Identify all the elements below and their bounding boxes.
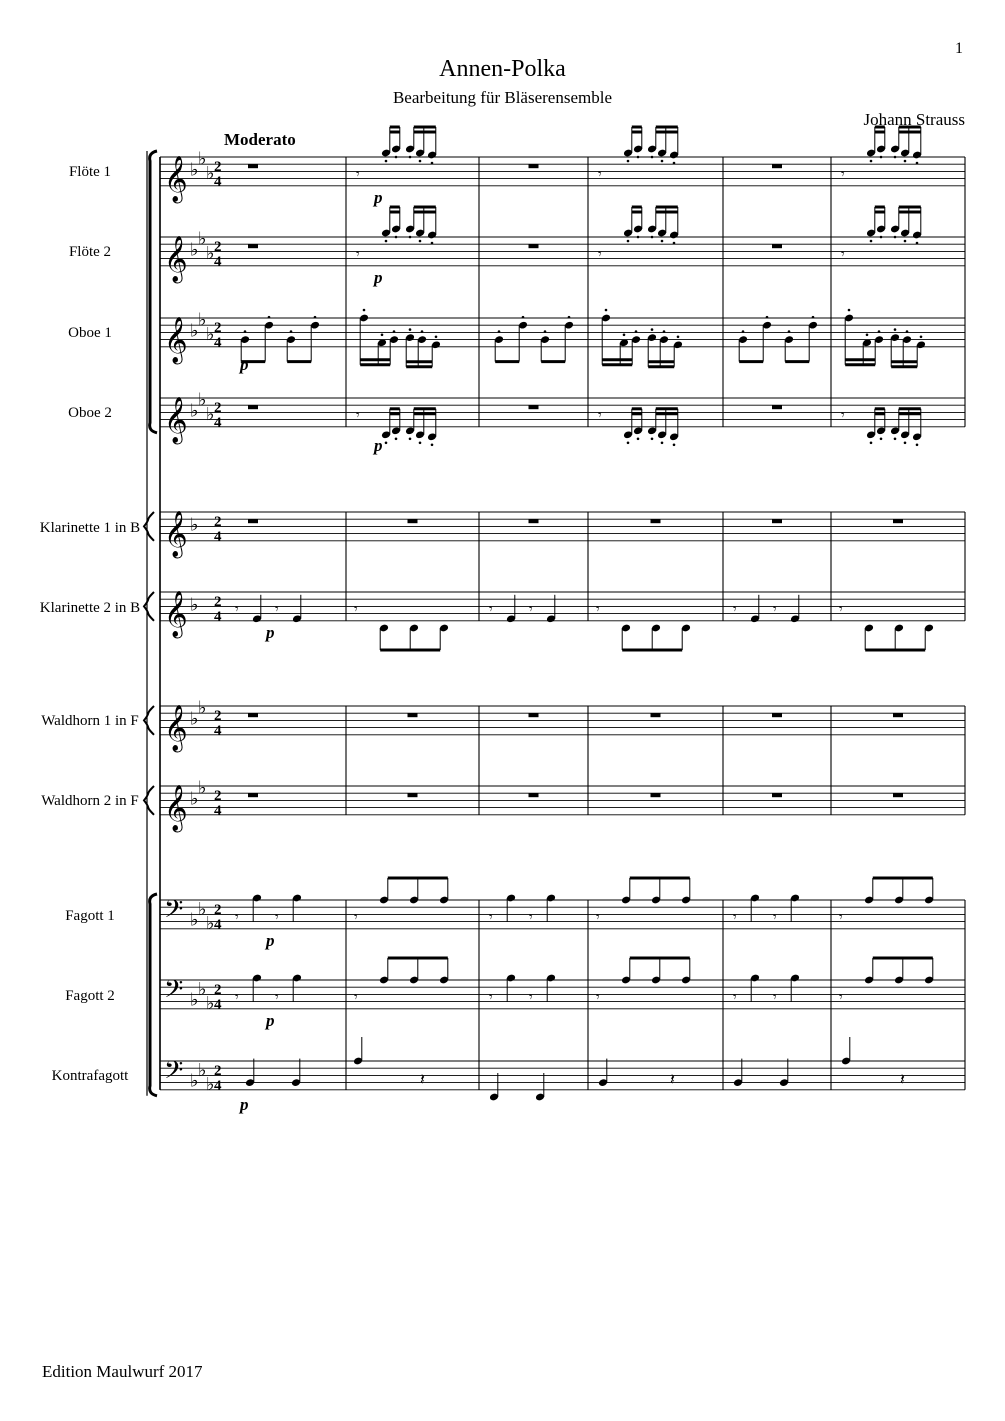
staccato-dot	[870, 240, 873, 243]
time-signature-numerator: 2	[214, 514, 222, 530]
staccato-dot	[395, 156, 398, 159]
staccato-dot	[522, 316, 525, 319]
whole-rest	[529, 793, 539, 797]
staccato-dot	[894, 438, 897, 441]
whole-rest	[772, 793, 782, 797]
treble-clef-icon: 𝄞	[164, 590, 188, 637]
staccato-dot	[244, 330, 247, 333]
staccato-dot	[419, 240, 422, 243]
staccato-dot	[395, 236, 398, 239]
staccato-dot	[363, 309, 366, 312]
dynamic-piano: p	[374, 268, 383, 287]
eighth-rest: 𝄾	[354, 601, 358, 618]
staccato-dot	[651, 438, 654, 441]
tempo-marking: Moderato	[224, 130, 296, 149]
staccato-dot	[635, 330, 638, 333]
whole-rest	[408, 519, 418, 523]
instrument-label-kontrafagott: Kontrafagott	[51, 1068, 129, 1084]
eighth-rest: 𝄾	[598, 166, 602, 183]
staccato-dot	[419, 442, 422, 445]
treble-clef-icon: 𝄞	[164, 704, 188, 751]
staccato-dot	[848, 309, 851, 312]
page-number: 1	[955, 40, 963, 57]
staccato-dot	[605, 309, 608, 312]
flat-sign: ♭	[190, 514, 199, 536]
staccato-dot	[627, 160, 630, 163]
flat-sign: ♭	[206, 163, 215, 184]
whole-rest	[529, 164, 539, 168]
staccato-dot	[421, 330, 424, 333]
eighth-rest: 𝄾	[356, 407, 360, 424]
whole-rest	[529, 519, 539, 523]
treble-clef-icon: 𝄞	[164, 316, 188, 363]
time-signature-denominator: 4	[214, 723, 222, 739]
treble-clef-icon: 𝄞	[164, 155, 188, 202]
group-brace	[144, 786, 154, 815]
dynamic-piano: p	[240, 1095, 249, 1114]
time-signature-denominator: 4	[214, 174, 222, 190]
staccato-dot	[651, 328, 654, 331]
staccato-dot	[894, 236, 897, 239]
staccato-dot	[623, 334, 626, 337]
staccato-dot	[637, 236, 640, 239]
time-signature-denominator: 4	[214, 254, 222, 270]
flat-sign: ♭	[198, 228, 207, 250]
group-brace	[144, 706, 154, 735]
whole-rest	[772, 405, 782, 409]
bass-clef-icon: 𝄢	[164, 895, 184, 930]
eighth-rest: 𝄾	[529, 989, 533, 1006]
eighth-rest: 𝄾	[841, 246, 845, 263]
instrument-label-floete-2: Flöte 2	[68, 244, 112, 260]
eighth-rest: 𝄾	[275, 601, 279, 618]
staccato-dot	[870, 160, 873, 163]
whole-rest	[893, 519, 903, 523]
time-signature-denominator: 4	[214, 803, 222, 819]
staccato-dot	[385, 160, 388, 163]
staccato-dot	[435, 336, 438, 339]
eighth-rest: 𝄾	[354, 909, 358, 926]
group-bracket	[150, 151, 157, 433]
whole-rest	[651, 793, 661, 797]
staccato-dot	[637, 156, 640, 159]
staccato-dot	[651, 156, 654, 159]
time-signature-numerator: 2	[214, 982, 222, 998]
whole-rest	[529, 713, 539, 717]
staccato-dot	[661, 442, 664, 445]
eighth-rest: 𝄾	[596, 601, 600, 618]
quarter-rest: 𝄽	[420, 1069, 425, 1089]
group-bracket	[150, 894, 157, 1096]
whole-rest	[248, 519, 258, 523]
instrument-label-oboe-1: Oboe 1	[68, 325, 112, 341]
staccato-dot	[878, 330, 881, 333]
staccato-dot	[409, 438, 412, 441]
staccato-dot	[498, 330, 501, 333]
instrument-label-klarinette-2: Klarinette 2 in B	[39, 600, 141, 616]
staccato-dot	[904, 442, 907, 445]
treble-clef-icon: 𝄞	[164, 235, 188, 282]
staccato-dot	[880, 156, 883, 159]
dynamic-piano: p	[266, 1011, 275, 1030]
time-signature-denominator: 4	[214, 917, 222, 933]
flat-sign: ♭	[198, 777, 207, 799]
staccato-dot	[880, 236, 883, 239]
whole-rest	[772, 713, 782, 717]
eighth-rest: 𝄾	[489, 601, 493, 618]
flat-sign: ♭	[190, 400, 199, 422]
eighth-rest: 𝄾	[529, 601, 533, 618]
eighth-rest: 𝄾	[354, 989, 358, 1006]
time-signature-numerator: 2	[214, 594, 222, 610]
quarter-rest: 𝄽	[670, 1069, 675, 1089]
flat-sign: ♭	[206, 243, 215, 264]
time-signature-numerator: 2	[214, 788, 222, 804]
instrument-label-klarinette-1: Klarinette 1 in B	[39, 520, 141, 536]
staccato-dot	[385, 240, 388, 243]
eighth-rest: 𝄾	[356, 166, 360, 183]
instrument-label-fagott-1: Fagott 1	[65, 908, 115, 924]
flat-sign: ♭	[190, 708, 199, 730]
staccato-dot	[906, 330, 909, 333]
staccato-dot	[409, 236, 412, 239]
time-signature-denominator: 4	[214, 415, 222, 431]
staccato-dot	[381, 334, 384, 337]
flat-sign: ♭	[198, 148, 207, 170]
time-signature-numerator: 2	[214, 239, 222, 255]
flat-sign: ♭	[206, 993, 215, 1015]
eighth-rest: 𝄾	[598, 246, 602, 263]
staccato-dot	[673, 162, 676, 165]
eighth-rest: 𝄾	[235, 601, 239, 618]
whole-rest	[772, 519, 782, 523]
time-signature-denominator: 4	[214, 609, 222, 625]
time-signature-denominator: 4	[214, 1078, 222, 1094]
eighth-rest: 𝄾	[235, 909, 239, 926]
whole-rest	[529, 244, 539, 248]
instrument-label-oboe-2: Oboe 2	[68, 405, 112, 421]
whole-rest	[408, 713, 418, 717]
dynamic-piano: p	[374, 436, 383, 455]
staccato-dot	[812, 316, 815, 319]
flat-sign: ♭	[198, 978, 207, 1000]
flat-sign: ♭	[190, 1070, 199, 1092]
flat-sign: ♭	[190, 594, 199, 616]
whole-rest	[408, 793, 418, 797]
treble-clef-icon: 𝄞	[164, 784, 188, 831]
flat-sign: ♭	[190, 788, 199, 810]
time-signature-numerator: 2	[214, 400, 222, 416]
instrument-label-fagott-2: Fagott 2	[65, 988, 115, 1004]
flat-sign: ♭	[198, 1059, 207, 1081]
flat-sign: ♭	[198, 898, 207, 920]
staccato-dot	[419, 160, 422, 163]
staccato-dot	[651, 236, 654, 239]
time-signature-numerator: 2	[214, 159, 222, 175]
eighth-rest: 𝄾	[235, 989, 239, 1006]
staccato-dot	[880, 438, 883, 441]
instrument-label-waldhorn-2: Waldhorn 2 in F	[41, 793, 139, 809]
staccato-dot	[894, 328, 897, 331]
whole-rest	[772, 244, 782, 248]
dynamic-piano: p	[374, 188, 383, 207]
flat-sign: ♭	[190, 320, 199, 342]
flat-sign: ♭	[206, 404, 215, 425]
eighth-rest: 𝄾	[489, 989, 493, 1006]
eighth-rest: 𝄾	[275, 989, 279, 1006]
time-signature-numerator: 2	[214, 1063, 222, 1079]
staccato-dot	[290, 330, 293, 333]
time-signature-denominator: 4	[214, 529, 222, 545]
eighth-rest: 𝄾	[275, 909, 279, 926]
flat-sign: ♭	[206, 913, 215, 935]
flat-sign: ♭	[190, 159, 199, 181]
eighth-rest: 𝄾	[733, 989, 737, 1006]
flat-sign: ♭	[206, 324, 215, 345]
whole-rest	[248, 713, 258, 717]
staccato-dot	[431, 162, 434, 165]
staccato-dot	[627, 442, 630, 445]
eighth-rest: 𝄾	[773, 909, 777, 926]
time-signature-numerator: 2	[214, 902, 222, 918]
staccato-dot	[314, 316, 317, 319]
time-signature-numerator: 2	[214, 320, 222, 336]
eighth-rest: 𝄾	[489, 909, 493, 926]
eighth-rest: 𝄾	[733, 909, 737, 926]
time-signature-denominator: 4	[214, 335, 222, 351]
staccato-dot	[916, 162, 919, 165]
group-brace	[144, 592, 154, 621]
flat-sign: ♭	[198, 309, 207, 331]
flat-sign: ♭	[190, 909, 199, 931]
staccato-dot	[673, 444, 676, 447]
eighth-rest: 𝄾	[596, 989, 600, 1006]
flat-sign: ♭	[190, 239, 199, 261]
bass-clef-icon: 𝄢	[164, 1056, 184, 1091]
staccato-dot	[385, 442, 388, 445]
flat-sign: ♭	[206, 1074, 215, 1096]
quarter-rest: 𝄽	[900, 1069, 905, 1089]
staccato-dot	[894, 156, 897, 159]
staccato-dot	[742, 330, 745, 333]
dynamic-piano: p	[240, 355, 249, 374]
instrument-label-waldhorn-1: Waldhorn 1 in F	[41, 713, 139, 729]
composer-name: Johann Strauss	[863, 110, 965, 129]
whole-rest	[651, 519, 661, 523]
eighth-rest: 𝄾	[598, 407, 602, 424]
staccato-dot	[637, 438, 640, 441]
flat-sign: ♭	[198, 389, 207, 411]
staccato-dot	[627, 240, 630, 243]
staccato-dot	[431, 444, 434, 447]
eighth-rest: 𝄾	[839, 989, 843, 1006]
flat-sign: ♭	[190, 989, 199, 1011]
staccato-dot	[663, 330, 666, 333]
eighth-rest: 𝄾	[773, 601, 777, 618]
whole-rest	[893, 793, 903, 797]
staccato-dot	[870, 442, 873, 445]
staccato-dot	[409, 156, 412, 159]
dynamic-piano: p	[266, 931, 275, 950]
staccato-dot	[788, 330, 791, 333]
staccato-dot	[409, 328, 412, 331]
staccato-dot	[673, 242, 676, 245]
staccato-dot	[431, 242, 434, 245]
time-signature-numerator: 2	[214, 708, 222, 724]
eighth-rest: 𝄾	[773, 989, 777, 1006]
dynamic-piano: p	[266, 623, 275, 642]
score-title: Annen-Polka	[439, 56, 566, 82]
eighth-rest: 𝄾	[356, 246, 360, 263]
bass-clef-icon: 𝄢	[164, 975, 184, 1010]
staccato-dot	[268, 316, 271, 319]
whole-rest	[772, 164, 782, 168]
eighth-rest: 𝄾	[841, 166, 845, 183]
staccato-dot	[904, 160, 907, 163]
whole-rest	[248, 405, 258, 409]
treble-clef-icon: 𝄞	[164, 396, 188, 443]
eighth-rest: 𝄾	[733, 601, 737, 618]
treble-clef-icon: 𝄞	[164, 510, 188, 557]
instrument-label-floete-1: Flöte 1	[68, 164, 112, 180]
whole-rest	[248, 244, 258, 248]
staccato-dot	[904, 240, 907, 243]
staccato-dot	[568, 316, 571, 319]
staccato-dot	[395, 438, 398, 441]
staccato-dot	[544, 330, 547, 333]
whole-rest	[529, 405, 539, 409]
eighth-rest: 𝄾	[596, 909, 600, 926]
whole-rest	[893, 713, 903, 717]
publisher-footer: Edition Maulwurf 2017	[42, 1362, 203, 1381]
staccato-dot	[661, 160, 664, 163]
staccato-dot	[916, 242, 919, 245]
score-subtitle: Bearbeitung für Bläserensemble	[392, 88, 613, 107]
whole-rest	[248, 793, 258, 797]
staccato-dot	[866, 334, 869, 337]
eighth-rest: 𝄾	[839, 601, 843, 618]
staccato-dot	[393, 330, 396, 333]
staccato-dot	[766, 316, 769, 319]
eighth-rest: 𝄾	[841, 407, 845, 424]
time-signature-denominator: 4	[214, 997, 222, 1013]
whole-rest	[248, 164, 258, 168]
staccato-dot	[661, 240, 664, 243]
eighth-rest: 𝄾	[529, 909, 533, 926]
staccato-dot	[677, 336, 680, 339]
staccato-dot	[920, 336, 923, 339]
staccato-dot	[916, 444, 919, 447]
eighth-rest: 𝄾	[839, 909, 843, 926]
flat-sign: ♭	[198, 697, 207, 719]
group-brace	[144, 512, 154, 541]
whole-rest	[651, 713, 661, 717]
